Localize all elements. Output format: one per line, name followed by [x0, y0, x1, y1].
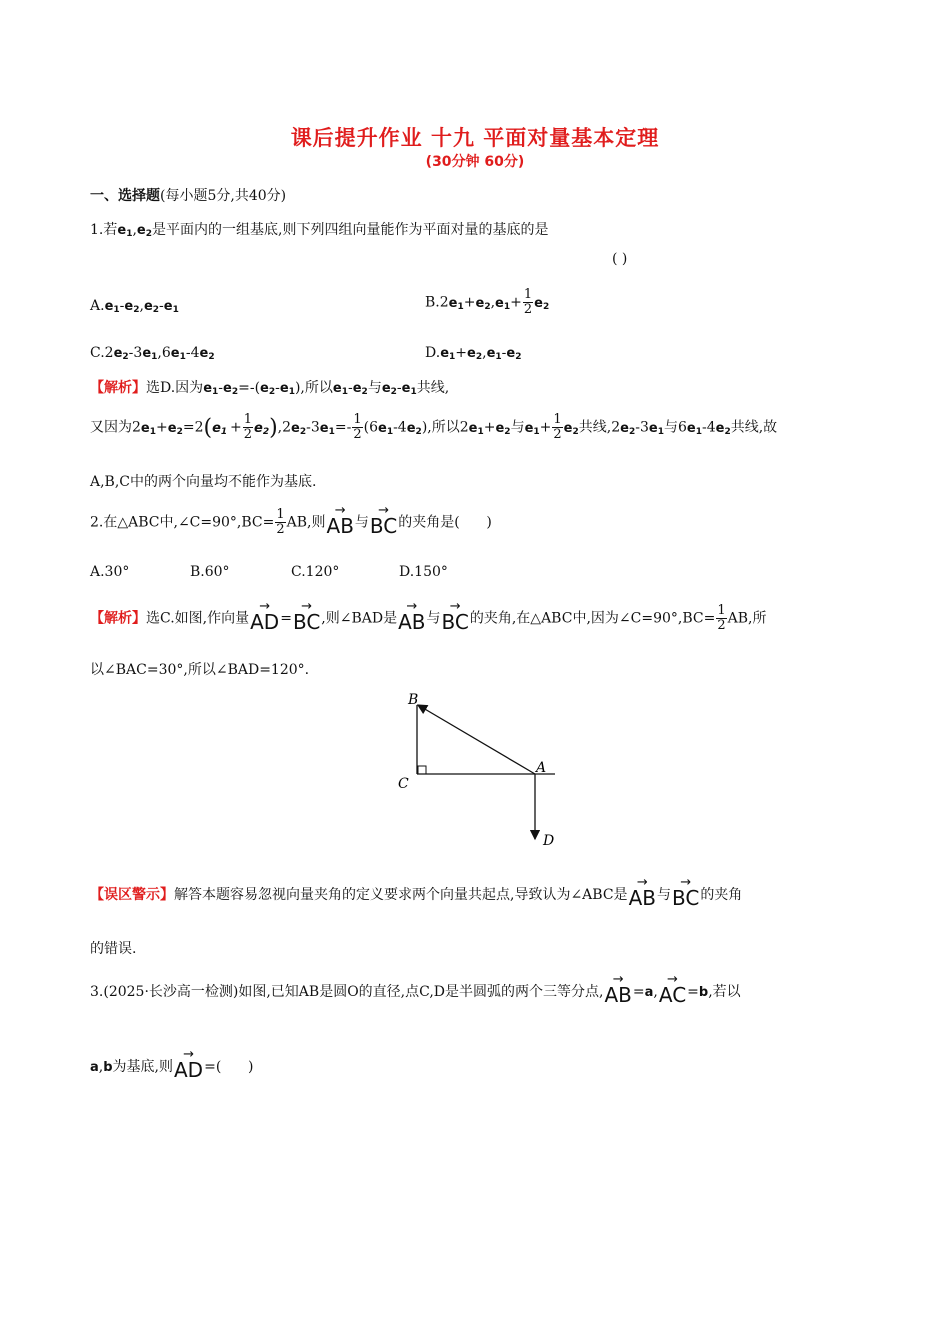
q1-option-a: $A.e_1-e_2,e_2-e_1$ [90, 298, 179, 315]
page-title: 课后提升作业 十九 平面对量基本定理 [290, 126, 660, 150]
q2-analysis-line1: 【解析】选C.如图,作向量→ AD=→ BC,则∠BAD是→ AB与→ BC的夹角,在△ABC中,因为∠C=90°,BC= $\frac{1}{2}$ AB,所 [90, 604, 766, 633]
q1-analysis-tag: 【解析】 [90, 380, 146, 396]
q2-analysis-tag: 【解析】 [90, 610, 146, 627]
q2-option-c: C.120° [291, 564, 340, 580]
section-heading-text: 一、选择题 [90, 188, 160, 204]
q1-option-b: $B.2e_1+e_2,e_1+$ $\frac{1}{2}$ $e_2$ [425, 287, 550, 317]
q1-option-d: $D.e_1+e_2,e_1-e_2$ [425, 345, 522, 362]
triangle-figure [390, 685, 570, 855]
q2-warning-line1: 【误区警示】解答本题容易忽视向量夹角的定义要求两个向量共起点,导致认为∠ABC是→ AB与→ BC的夹角 [90, 884, 742, 908]
q2-option-b: B.60° [190, 564, 230, 580]
label-a: A [536, 760, 547, 776]
q1-option-c: $C.2e_2-3e_1,6e_1-4e_2$ [90, 345, 215, 362]
q1-analysis-line3: A,B,C中的两个向量均不能作为基底. [90, 474, 317, 490]
label-d: D [543, 833, 555, 849]
q2-analysis-line2: 以∠BAC=30°,所以∠BAD=120°. [90, 662, 310, 678]
q1-analysis-line2: 又因为$2e_1+e_2=2(e_1$ + $\frac{1}{2}$ $e_2),2e_2-3e_1=-$ $\frac{1}{2}$ $(6e_1-4e_2)$,所以$2e_1+e_2$与$e_1+$ $\frac{1}{2}$ $e_2$共线$,2e_2-3e_1$与$6e_1-4e_2$共线,故 [90, 412, 778, 442]
right-angle-mark [418, 766, 426, 774]
page-subtitle: (30分钟 60分) [425, 154, 525, 170]
vector-ab [418, 705, 535, 774]
q2-warning-tag: 【误区警示】 [90, 887, 174, 903]
q2-option-d: D.150° [399, 564, 448, 580]
q1-answer-blank: ( ) [612, 251, 628, 267]
q1-stem: 1.若$e_1,e_2$是平面内的一组基底,则下列四组向量能作为平面对量的基底的是 [90, 222, 549, 239]
section-heading [90, 185, 286, 205]
q3-stem2: a,b为基底,则→ AD=( ) [90, 1056, 253, 1080]
label-c: C [398, 776, 409, 792]
q2-option-a: A.30° [90, 564, 130, 580]
q2-warning-line2: 的错误. [90, 941, 137, 957]
q1-analysis-line1: 【解析】选D.因为$e_1-e_2=-(e_2-e_1)$,所以$e_1-e_2$与$e_2-e_1$共线, [90, 380, 450, 397]
section-note: (每小题5分,共40分) [160, 188, 287, 204]
q2-stem: 2.在△ABC中,∠C=90°,BC= $\frac{1}{2}$ AB,则→ AB与→ BC的夹角是( ) [90, 508, 492, 537]
q3-stem: 3.(2025·长沙高一检测)如图,已知AB是圆O的直径,点C,D是半圆弧的两个三等分点,→ AB=a,→ AC=b,若以 [90, 981, 741, 1005]
label-b: B [408, 692, 419, 708]
